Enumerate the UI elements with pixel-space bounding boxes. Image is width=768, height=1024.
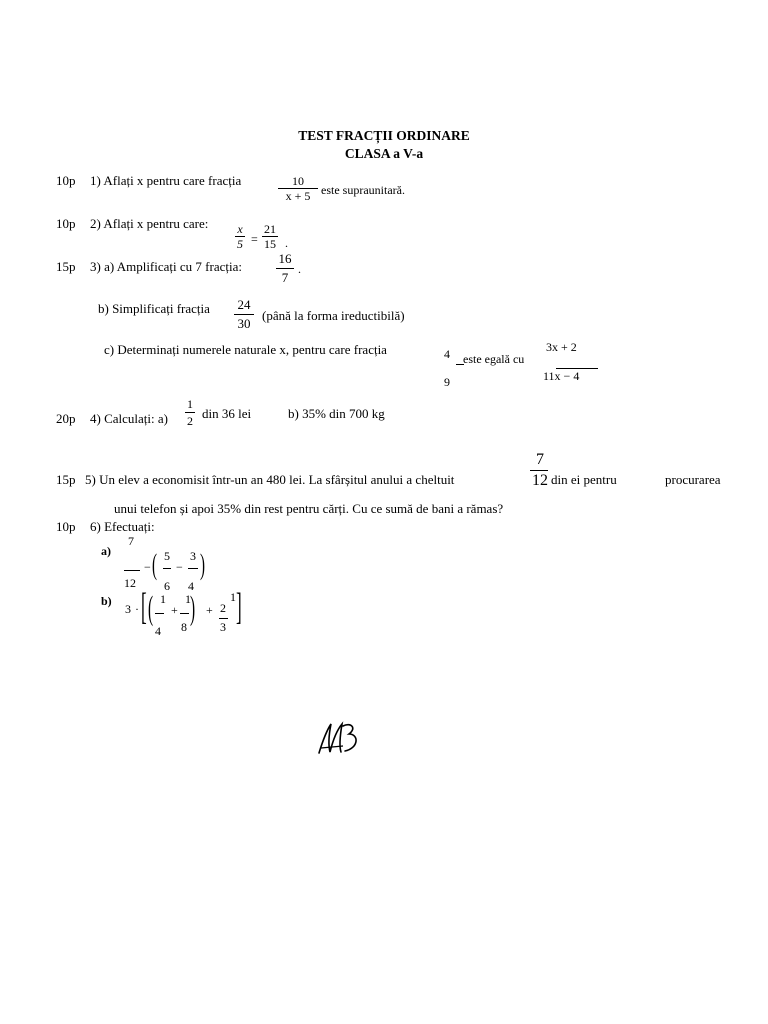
q3a-fraction bbox=[276, 250, 294, 287]
q6a-d1: 12 bbox=[124, 576, 136, 590]
q5-tail: din ei pentru bbox=[551, 472, 617, 487]
q2-rhs-fraction bbox=[262, 222, 278, 251]
q3a-tail: . bbox=[298, 262, 301, 276]
q1-text: 1) Aflați x pentru care fracția bbox=[90, 173, 242, 188]
q4-text: 4) Calculați: a) bbox=[90, 411, 168, 426]
q6b-d3: 3 bbox=[220, 620, 226, 634]
q6a-minus: − bbox=[144, 560, 151, 574]
q6b-three: 3 bbox=[125, 602, 131, 616]
q2-lhs-num: x bbox=[237, 222, 243, 236]
q5-tail2: procurarea bbox=[665, 472, 721, 487]
q4a-fraction bbox=[185, 396, 195, 429]
q3c-num2: 3x + 2 bbox=[546, 340, 577, 354]
q6a-d2: 6 bbox=[164, 579, 170, 593]
q5-fraction bbox=[530, 450, 550, 491]
q6-text: 6) Efectuați: bbox=[90, 519, 155, 534]
q3c-mid: este egală cu bbox=[463, 352, 525, 366]
q5-text: 5) Un elev a economisit într-un an 480 lei. La sfârșitul anului a cheltuit bbox=[85, 472, 455, 487]
q3b-fraction bbox=[234, 296, 254, 333]
q3c-num1: 4 bbox=[444, 347, 450, 361]
q6b-close-paren: ) bbox=[190, 590, 196, 627]
q3a-text: 3) a) Amplificați cu 7 fracția: bbox=[90, 259, 242, 274]
q6a-n3: 3 bbox=[190, 549, 196, 563]
q6a-d3: 4 bbox=[188, 579, 194, 593]
q2-text: 2) Aflați x pentru care: bbox=[90, 216, 209, 231]
q6b-n2: 1 bbox=[185, 592, 191, 606]
q4a-tail: din 36 lei bbox=[202, 406, 252, 421]
q1-fraction bbox=[278, 174, 318, 203]
q6a-n2: 5 bbox=[164, 549, 170, 563]
q3b-text: b) Simplificați fracția bbox=[98, 301, 210, 316]
q2-points: 10p bbox=[56, 216, 76, 231]
q4-points: 20p bbox=[56, 411, 76, 426]
q6a-n1: 7 bbox=[128, 534, 134, 548]
q6b-label: b) bbox=[101, 594, 112, 608]
q3b-tail: (până la forma ireductibilă) bbox=[262, 308, 405, 323]
q6a-close-paren: ) bbox=[200, 548, 205, 581]
q6b-plus: + bbox=[171, 603, 178, 617]
q3c-den2: 11x − 4 bbox=[543, 369, 580, 383]
q3b-num: 24 bbox=[237, 297, 251, 312]
q3b-den: 30 bbox=[237, 316, 251, 331]
q2-tail: . bbox=[285, 236, 288, 250]
q6b-exp: 1 bbox=[230, 590, 236, 604]
q6b-open-paren: ( bbox=[148, 590, 154, 627]
q2-lhs-den: 5 bbox=[237, 237, 243, 251]
q4a-num: 1 bbox=[187, 397, 193, 411]
q5-num: 7 bbox=[536, 451, 544, 468]
q4b-text: b) 35% din 700 kg bbox=[288, 406, 385, 421]
q5-line2: unui telefon și apoi 35% din rest pentru cărți. Cu ce sumă de bani a rămas? bbox=[114, 501, 504, 516]
q1-frac-den: x + 5 bbox=[285, 189, 311, 203]
q5-points: 15p bbox=[56, 472, 76, 487]
q3a-den: 7 bbox=[281, 270, 289, 285]
q6b-n3: 2 bbox=[220, 601, 226, 615]
q3a-num: 16 bbox=[278, 251, 292, 266]
q2-lhs-fraction bbox=[235, 222, 245, 251]
q3c-fraction-1 bbox=[442, 340, 452, 396]
q6b-plus2: + bbox=[206, 603, 213, 617]
q6b-n1: 1 bbox=[160, 592, 166, 606]
signature-image bbox=[315, 718, 363, 758]
q5-den: 12 bbox=[532, 472, 548, 489]
q6b-d2: 8 bbox=[181, 620, 187, 634]
q6b-close-bracket: ] bbox=[236, 586, 242, 628]
q1-frac-num: 10 bbox=[292, 174, 304, 188]
q1-tail: este supraunitară. bbox=[321, 183, 405, 197]
q3-points: 15p bbox=[56, 259, 76, 274]
q3c-text: c) Determinați numerele naturale x, pentru care fracția bbox=[104, 342, 387, 357]
q6b-open-bracket: [ bbox=[141, 586, 147, 628]
q1-points: 10p bbox=[56, 173, 76, 188]
q6b-d1: 4 bbox=[155, 624, 161, 638]
q3c-den1: 9 bbox=[444, 375, 450, 389]
q6-points: 10p bbox=[56, 519, 76, 534]
q4a-den: 2 bbox=[187, 414, 193, 428]
q6b-dot: · bbox=[135, 602, 139, 616]
page-subtitle: CLASA a V-a bbox=[344, 146, 424, 161]
q6a-label: a) bbox=[101, 544, 111, 558]
q2-rhs-den: 15 bbox=[264, 237, 276, 251]
q2-eq: = bbox=[251, 232, 258, 246]
q6a-open-paren: ( bbox=[152, 548, 157, 581]
q2-rhs-num: 21 bbox=[264, 222, 276, 236]
q6a-minus2: − bbox=[176, 560, 183, 574]
page-title: TEST FRACȚII ORDINARE bbox=[298, 128, 470, 143]
